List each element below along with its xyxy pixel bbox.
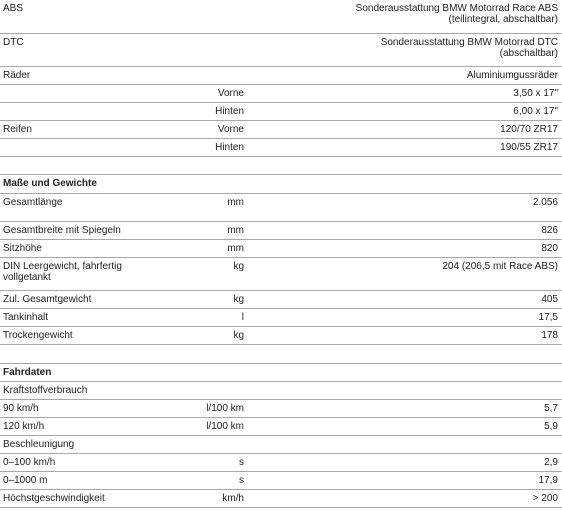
table-row [0, 194, 562, 222]
row-unit: Vorne [217, 124, 244, 135]
row-value: 190/55 ZR17 [500, 142, 558, 153]
table-row [0, 436, 562, 454]
row-value: 2,9 [544, 457, 558, 468]
row-value: 204 (206,5 mit Race ABS) [442, 261, 558, 272]
row-label: Kraftstoffverbrauch [3, 385, 88, 396]
row-label: Sitzhöhe [3, 243, 42, 254]
table-row [0, 382, 562, 400]
table-row [0, 240, 562, 258]
table-row [0, 418, 562, 436]
table-row [0, 291, 562, 309]
table-row [0, 454, 562, 472]
section-heading [0, 364, 562, 382]
row-unit: mm [227, 197, 244, 208]
table-row [0, 400, 562, 418]
row-label: Höchstgeschwindigkeit [3, 493, 105, 504]
row-label: DTC [3, 37, 24, 48]
table-row [0, 309, 562, 327]
section-title: Maße und Gewichte [3, 178, 97, 189]
row-value: 820 [541, 243, 558, 254]
table-row [0, 103, 562, 121]
section-spacer [0, 345, 562, 364]
row-value: 17,5 [538, 312, 558, 323]
row-value: 6,00 x 17" [513, 106, 558, 117]
row-label: DIN Leergewicht, fahrfertig vollgetankt [3, 261, 122, 283]
table-row [0, 472, 562, 490]
table-row [0, 34, 562, 67]
row-unit: kg [233, 330, 244, 341]
table-row [0, 327, 562, 345]
row-label: Tankinhalt [3, 312, 49, 323]
row-label: 0–100 km/h [3, 457, 56, 468]
row-value: 5,9 [544, 421, 558, 432]
row-label: Räder [3, 70, 31, 81]
row-label: 120 km/h [3, 421, 45, 432]
section-spacer [0, 157, 562, 175]
row-value: 826 [541, 225, 558, 236]
row-unit: Hinten [215, 106, 244, 117]
row-unit: mm [227, 243, 244, 254]
row-label: Trockengewicht [3, 330, 73, 341]
table-row [0, 258, 562, 291]
row-unit: Hinten [215, 142, 244, 153]
row-value: 405 [541, 294, 558, 305]
row-unit: l/100 km [206, 421, 244, 432]
row-unit: Vorne [217, 88, 244, 99]
row-label: ABS [3, 3, 24, 14]
row-label: Gesamtbreite mit Spiegeln [3, 225, 121, 236]
section-heading [0, 175, 562, 194]
row-unit: s [239, 457, 244, 468]
row-value: > 200 [532, 493, 558, 504]
row-unit: kg [233, 294, 244, 305]
row-value: Aluminiumgussräder [466, 70, 558, 81]
row-value: 2.056 [532, 197, 558, 208]
row-value: 3,50 x 17" [513, 88, 558, 99]
table-row [0, 139, 562, 157]
row-value: 5,7 [544, 403, 558, 414]
row-label: Gesamtlänge [3, 197, 63, 208]
row-label: Zul. Gesamtgewicht [3, 294, 92, 305]
row-unit: km/h [222, 493, 244, 504]
row-unit: s [239, 475, 244, 486]
row-unit: l/100 km [206, 403, 244, 414]
table-row [0, 222, 562, 240]
row-value: 17,9 [538, 475, 558, 486]
table-row [0, 0, 562, 34]
table-row [0, 490, 562, 508]
row-value: Sonderausstattung BMW Motorrad DTC (abschaltbar) [380, 37, 558, 59]
row-label: Reifen [3, 124, 32, 135]
row-unit: kg [233, 261, 244, 272]
row-unit: mm [227, 225, 244, 236]
row-label: 0–1000 m [3, 475, 48, 486]
row-label: 90 km/h [3, 403, 39, 414]
table-row [0, 121, 562, 139]
row-unit: l [241, 312, 244, 323]
table-row [0, 85, 562, 103]
section-title: Fahrdaten [3, 367, 52, 378]
row-value: 178 [541, 330, 558, 341]
row-label: Beschleunigung [3, 439, 75, 450]
table-row [0, 67, 562, 85]
row-value: Sonderausstattung BMW Motorrad Race ABS (teilintegral, abschaltbar) [355, 3, 558, 25]
row-value: 120/70 ZR17 [500, 124, 558, 135]
